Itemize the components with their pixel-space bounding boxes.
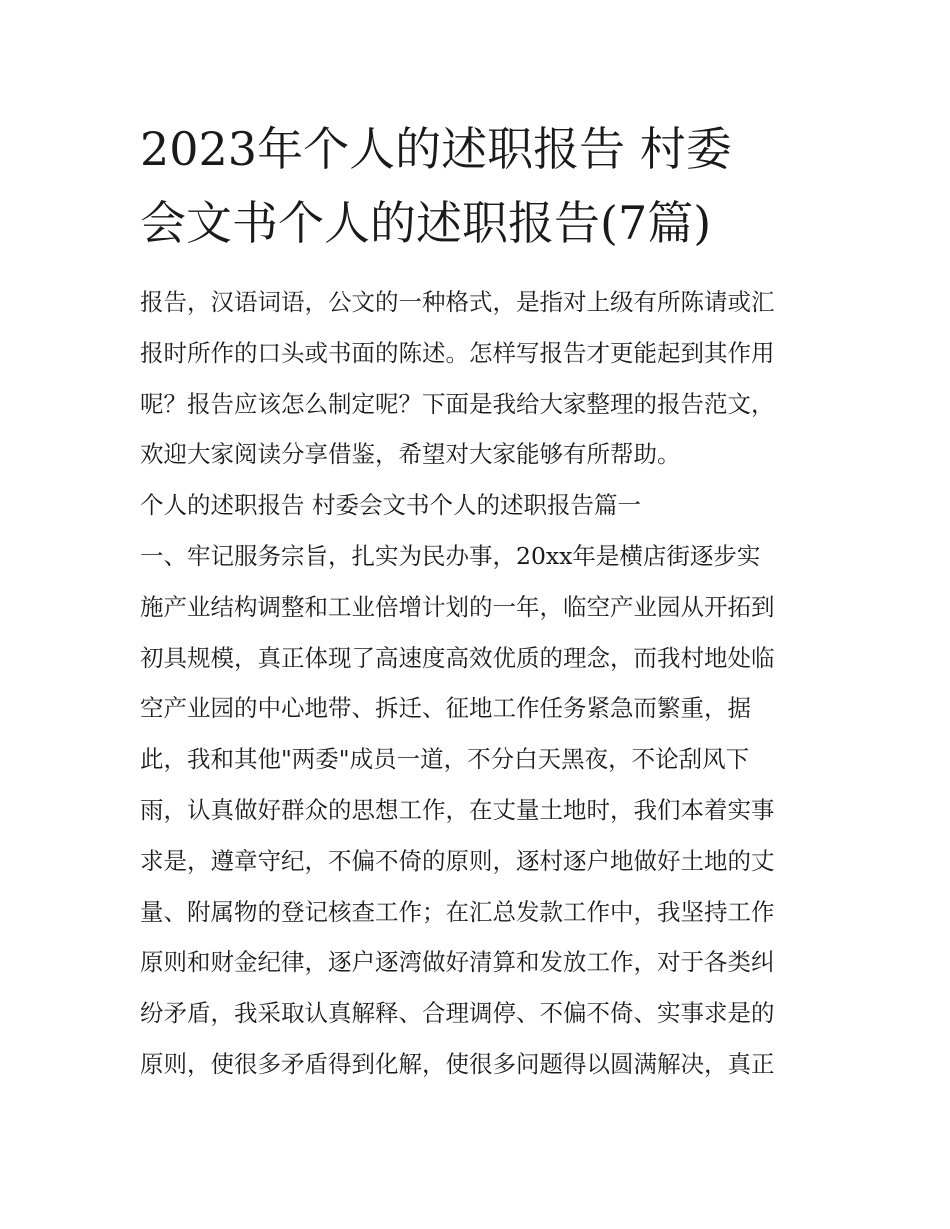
body-line: 雨，认真做好群众的思想工作，在丈量土地时，我们本着实事 xyxy=(140,795,775,824)
body-line: 求是，遵章守纪，不偏不倚的原则，逐村逐户地做好土地的丈 xyxy=(140,846,775,875)
body-line: 量、附属物的登记核查工作；在汇总发款工作中，我坚持工作 xyxy=(140,897,775,926)
body-line: 欢迎大家阅读分享借鉴，希望对大家能够有所帮助。 xyxy=(140,440,681,469)
body-line: 报告，汉语词语，公文的一种格式，是指对上级有所陈请或汇 xyxy=(140,288,775,316)
body-line: 原则，使很多矛盾得到化解，使很多问题得以圆满解决，真正 xyxy=(140,1049,775,1078)
title-line: 会文书个人的述职报告(7篇) xyxy=(140,196,712,250)
title-line: 2023年个人的述职报告 村委 xyxy=(140,122,732,176)
body-line: 原则和财金纪律，逐户逐湾做好清算和发放工作，对于各类纠 xyxy=(140,948,775,977)
body-line: 此，我和其他"两委"成员一道，不分白天黑夜，不论刮风下 xyxy=(140,745,750,774)
body-line: 初具规模，真正体现了高速度高效优质的理念，而我村地处临 xyxy=(140,643,775,672)
body-line: 空产业园的中心地带、拆迁、征地工作任务紧急而繁重，据 xyxy=(140,694,751,723)
section-heading: 个人的述职报告 村委会文书个人的述职报告篇一 xyxy=(140,491,641,520)
body-line: 呢？报告应该怎么制定呢？下面是我给大家整理的报告范文， xyxy=(140,389,775,418)
body-line: 施产业结构调整和工业倍增计划的一年，临空产业园从开拓到 xyxy=(140,592,775,621)
body-line: 一、牢记服务宗旨，扎实为民办事，20xx年是横店街逐步实 xyxy=(140,541,761,570)
document-body xyxy=(140,277,820,1090)
body-line: 报时所作的口头或书面的陈述。怎样写报告才更能起到其作用 xyxy=(140,338,775,367)
document-title xyxy=(140,112,820,260)
body-line: 纷矛盾，我采取认真解释、合理调停、不偏不倚、实事求是的 xyxy=(140,999,775,1028)
